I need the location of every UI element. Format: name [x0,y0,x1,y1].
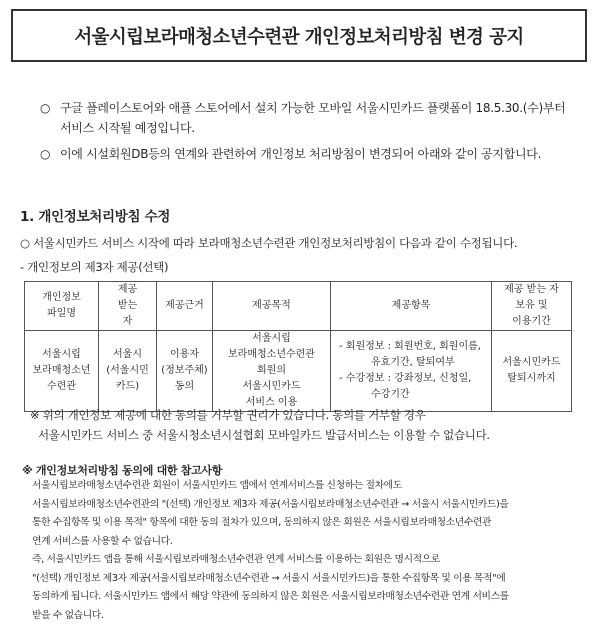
title-box [11,9,587,62]
circle-bullet: ○ [40,98,50,118]
table-header [25,282,99,331]
notice-item [40,98,580,138]
cell-basis: 이용자 (정보주체) 동의 [161,349,207,392]
section-title: 1. 개인정보처리방침 수정 [20,205,170,225]
reference-line: 서울시립보라매청소년수련관의 "(선택) 개인정보 제3자 제공(서울시립보라매청소년수련관 → 서울시 서울시민카드)을 [32,496,592,515]
header-label: 제공 받는 자 [118,284,137,327]
subsection-title: - 개인정보의 제3자 제공(선택) [20,259,168,275]
notice-text: 구글 플레이스토어와 애플 스토어에서 설치 가능한 모바일 서울시민카드 플랫폼이 18.5.30.(수)부터 서비스 시작될 예정입니다. [40,98,580,138]
table-header [99,282,157,331]
header-label: 제공 받는 자 보유 및 이용기간 [504,284,559,327]
reference-line: 연계 서비스를 사용할 수 없습니다. [32,533,592,552]
cell-purpose: 서울시립 보라매청소년수련관 회원의 서울시민카드 서비스 이용 [228,333,315,408]
provision-table [24,281,572,412]
table-cell [213,331,331,412]
table-header [492,282,572,331]
section-line: ○ 서울시민카드 서비스 시작에 따라 보라매청소년수련관 개인정보처리방침이 다음과 같이 수정됩니다. [20,235,517,251]
cell-period: 서울시민카드 탈퇴시까지 [503,357,561,384]
table-cell [25,331,99,412]
header-label: 제공목적 [252,300,291,311]
reference-body [32,477,592,625]
circle-bullet: ○ [40,144,50,164]
table-cell [99,331,157,412]
reference-line: 즉, 서울시민카드 앱을 통해 서울시립보라매청소년수련관 연계 서비스를 이용하는 회원은 명시적으로 [32,551,592,570]
notice-item [40,144,580,164]
reference-line: 동의하게 됩니다. 서울시민카드 앱에서 해당 약관에 동의하지 않은 회원은 서울시립보라매청소년수련관 연계 서비스를 [32,588,592,607]
table-cell [492,331,572,412]
table-header [157,282,213,331]
item-line: - 회원정보 : 회원번호, 회원이름, [339,339,489,355]
table-cell [331,331,492,412]
table-header [213,282,331,331]
reference-line: 받을 수 없습니다. [32,607,592,625]
table-header [331,282,492,331]
table-header-row [25,282,572,331]
page-title: 서울시립보라매청소년수련관 개인정보처리방침 변경 공지 [74,23,523,49]
reference-line: 서울시립보라매청소년수련관 회원이 서울시민카드 앱에서 연계서비스를 신청하는 절차에도 [32,477,592,496]
table-cell [157,331,213,412]
item-line: 수강기간 [339,387,489,403]
note-line: 서울시민카드 서비스 중 서울시청소년시설협회 모바일카드 발급서비스는 이용할 수 없습니다. [38,425,490,445]
item-line: - 수강정보 : 강좌정보, 신청일, [339,371,489,387]
reference-title: ※ 개인정보처리방침 동의에 대한 참고사항 [22,462,222,478]
reference-line: 통한 수집항목 및 이용 목적" 항목에 대한 동의 절차가 있으며, 동의하지 않은 회원은 서울시립보라매청소년수련관 [32,514,592,533]
header-label: 개인정보 파일명 [42,292,81,319]
header-label: 제공근거 [165,300,204,311]
cell-recipient: 서울시 (서울시민 카드) [106,349,149,392]
reference-line: "(선택) 개인정보 제3자 제공(서울시립보라매청소년수련관 → 서울시 서울시민카드)을 통한 수집항목 및 이용 목적"에 [32,570,592,589]
cell-file: 서울시립 보라매청소년 수련관 [33,349,91,392]
item-line: 유효기간, 탈퇴여부 [339,355,489,371]
table-row [25,331,572,412]
header-label: 제공항목 [392,300,431,311]
notice-text: 이에 시설회원DB등의 연계와 관련하여 개인정보 처리방침이 변경되어 아래와 같이 공지합니다. [40,144,580,164]
note-line: ※ 위의 개인정보 제공에 대한 동의를 거부할 권리가 있습니다. 동의를 거부할 경우 [30,405,426,425]
